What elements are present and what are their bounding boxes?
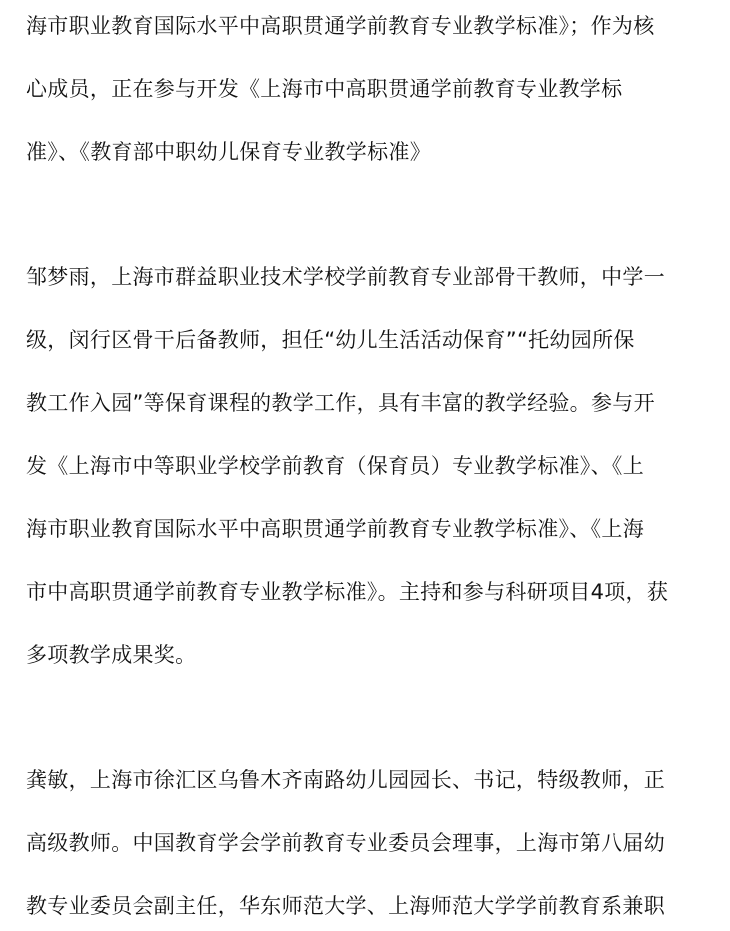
paragraph-1-line-2: 心成员，正在参与开发《上海市中高职贯通学前教育专业教学标 bbox=[26, 77, 623, 101]
paragraph-2-line-4: 发《上海市中等职业学校学前教育（保育员）专业教学标准》、《上 bbox=[26, 454, 644, 478]
paragraph-2-line-5: 海市职业教育国际水平中高职贯通学前教育专业教学标准》、《上海 bbox=[26, 517, 644, 541]
paragraph-2-line-2: 级，闵行区骨干后备教师，担任“幼儿生活活动保育”“托幼园所保 bbox=[26, 328, 635, 352]
paragraph-3-line-3: 教专业委员会副主任，华东师范大学、上海师范大学学前教育系兼职 bbox=[26, 894, 665, 918]
paragraph-2-line-3: 教工作入园”等保育课程的教学工作，具有丰富的教学经验。参与开 bbox=[26, 391, 655, 415]
paragraph-3-line-2: 高级教师。中国教育学会学前教育专业委员会理事，上海市第八届幼 bbox=[26, 831, 665, 855]
paragraph-2-line-7: 多项教学成果奖。 bbox=[26, 643, 197, 667]
paragraph-1-line-1: 海市职业教育国际水平中高职贯通学前教育专业教学标准》；作为核 bbox=[26, 14, 655, 38]
paragraph-2-line-6: 市中高职贯通学前教育专业教学标准》。主持和参与科研项目4项，获 bbox=[26, 580, 669, 604]
paragraph-1-line-3: 准》、《教育部中职幼儿保育专业教学标准》 bbox=[26, 140, 431, 164]
paragraph-2-line-1: 邹梦雨，上海市群益职业技术学校学前教育专业部骨干教师，中学一 bbox=[26, 265, 665, 289]
paragraph-3-line-1: 龚敏，上海市徐汇区乌鲁木齐南路幼儿园园长、书记，特级教师，正 bbox=[26, 768, 665, 792]
